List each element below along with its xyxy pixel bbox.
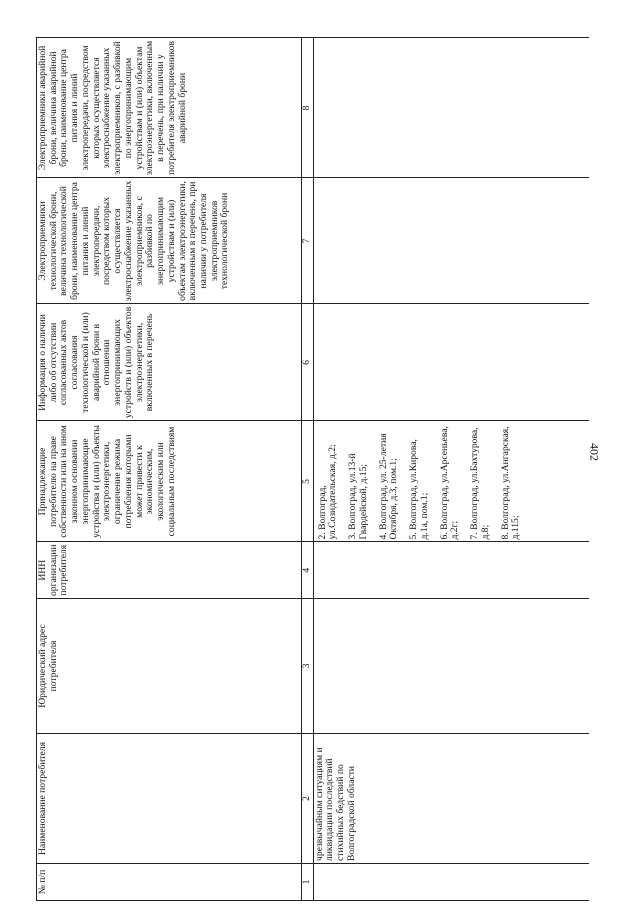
inn-cell bbox=[313, 542, 589, 599]
address-item: 8. Волгоград, ул.Ангарская, д.115; bbox=[499, 426, 522, 540]
header-acts-info: Информация о наличии либо об отсутствии согласованных актов согласования технологической и (или) аварийной брони в отношении энергопринимающих устройств и (или) объектов электроэнергетики, включенных в перечень bbox=[37, 304, 302, 421]
column-number: 8 bbox=[302, 38, 314, 178]
header-devices: Принадлежащие потребителю на праве собственности или на ином законном основании энергопринимающие устройства и (или) объекты электроэнергетики, ограничение режима потребления которыми может привести к экономическим, экологическим или социальным последствиям bbox=[37, 421, 302, 542]
column-number: 4 bbox=[302, 542, 314, 599]
emergency-reserve-cell bbox=[313, 38, 589, 178]
header-row bbox=[37, 38, 302, 901]
column-number-row bbox=[302, 38, 314, 901]
legal-address-cell bbox=[313, 599, 589, 734]
column-number: 2 bbox=[302, 734, 314, 864]
consumer-name-cell: чрезвычайным ситуациям и ликвидации последствий стихийных бедствий по Волгоградской области bbox=[313, 734, 589, 864]
header-tech-reserve: Электроприемники технологической брони, величина технологической брони, наименование центра питания и линий электропередачи, посредством которых осуществляется электроснабжение указанных электроприемников, с разбивкой по энергопринимающим устройствам и (или) объектам электроэнергетики, включенным в перечень, при наличии у потребителя электроприемников технологической брони bbox=[37, 178, 302, 304]
column-number: 3 bbox=[302, 599, 314, 734]
address-item: 6. Волгоград, ул.Арсеньева, д.2г; bbox=[438, 426, 461, 540]
header-consumer-name: Наименование потребителя bbox=[37, 734, 302, 864]
address-item: 3. Волгоград, ул.13-й Гвардейской, д.15; bbox=[347, 453, 369, 540]
device-addresses-cell bbox=[313, 421, 589, 542]
column-number: 1 bbox=[302, 864, 314, 901]
row-number-cell bbox=[313, 864, 589, 901]
page-number: 402 bbox=[587, 443, 602, 461]
header-inn: ИНН организации потребителя bbox=[37, 542, 302, 599]
tech-reserve-cell bbox=[313, 178, 589, 304]
address-item: 5. Волгоград, ул.Кирова, д.1а, пом.1; bbox=[408, 439, 430, 540]
acts-info-cell bbox=[313, 304, 589, 421]
header-emergency-reserve: Электроприемники аварийной брони, величина аварийной брони, наименование центра питания и линий электропередачи, посредством которых осуществляется электроснабжение указанных электроприемников, с разбивкой по энергопринимающим устройствам и (или) объектам электроэнергетики, включенным в перечень, при наличии у потребителя электроприемников аварийной брони bbox=[37, 38, 302, 178]
column-number: 7 bbox=[302, 178, 314, 304]
address-item: 7. Волгоград, ул.Бахтурова, д.8; bbox=[469, 427, 491, 540]
table-row bbox=[313, 38, 589, 901]
header-legal-address: Юридический адрес потребителя bbox=[37, 599, 302, 734]
column-number: 6 bbox=[302, 304, 314, 421]
header-number: № п/п bbox=[37, 864, 302, 901]
column-number: 5 bbox=[302, 421, 314, 542]
address-item: 2. Волгоград, ул.Созидательская, д.2; bbox=[316, 444, 339, 540]
consumer-table bbox=[36, 37, 589, 901]
address-item: 4. Волгоград, ул. 25-летия Октября, д.3, пом.1; bbox=[377, 433, 400, 540]
